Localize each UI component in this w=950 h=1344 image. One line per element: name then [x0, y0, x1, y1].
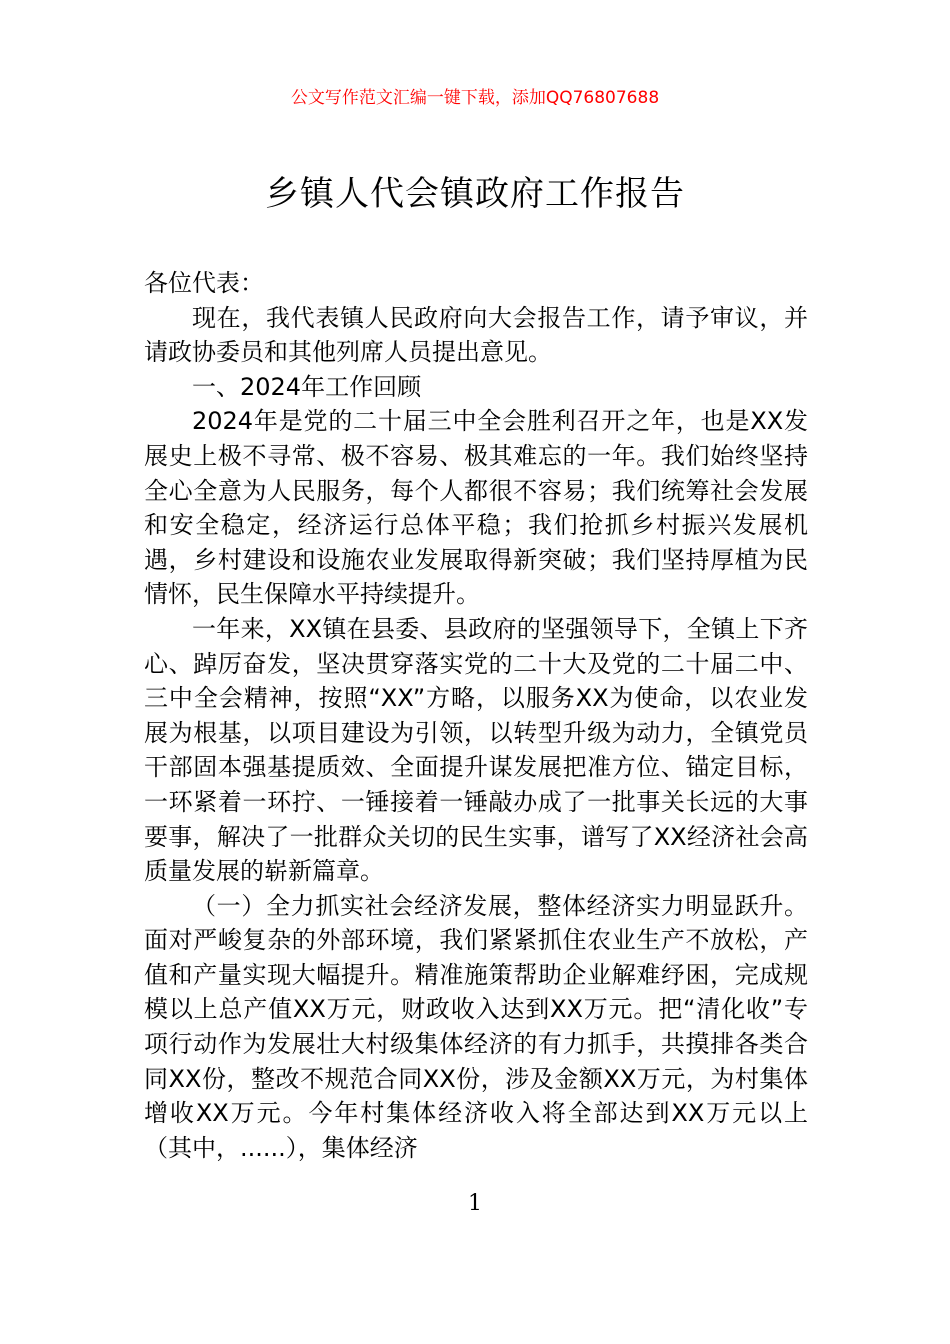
- section-heading: 一、2024年工作回顾: [192, 372, 422, 401]
- document-title: 乡镇人代会镇政府工作报告: [265, 174, 685, 214]
- paragraph-year-review: 一年来，XX镇在县委、县政府的坚强领导下，全镇上下齐心、踔厉奋发，坚决贯穿落实党的二十大及党的二十届二中、三中全会精神，按照“XX”方略，以服务XX为使命，以农业发展为根基，以项目建设为引领，以转型升级为动力，全镇党员干部固本强基提质效、全面提升谋发展把准方位、锚定目标，一环紧着一环拧、一锤接着一锤敲办成了一批事关长远的大事要事，解决了一批群众关切的民生实事，谱写了XX经济社会高质量发展的崭新篇章。: [144, 614, 808, 886]
- salutation: 各位代表：: [144, 269, 264, 297]
- paragraph-year-summary: 2024年是党的二十届三中全会胜利召开之年，也是XX发展史上极不寻常、极不容易、极其难忘的一年。我们始终坚持全心全意为人民服务，每个人都很不容易；我们统筹社会发展和安全稳定，经济运行总体平稳；我们抢抓乡村振兴发展机遇，乡村建设和设施农业发展取得新突破；我们坚持厚植为民情怀，民生保障水平持续提升。: [144, 407, 808, 609]
- header-download-note: 公文写作范文汇编一键下载，添加QQ76807688: [290, 88, 660, 108]
- page-number: 1: [468, 1191, 482, 1216]
- paragraph-economy: （一）全力抓实社会经济发展，整体经济实力明显跃升。面对严峻复杂的外部环境，我们紧紧抓住农业生产不放松，产值和产量实现大幅提升。精准施策帮助企业解难纾困，完成规模以上总产值XX万元，财政收入达到XX万元。把“清化收”专项行动作为发展壮大村级集体经济的有力抓手，共摸排各类合同XX份，整改不规范合同XX份，涉及金额XX万元，为村集体增收XX万元。今年村集体经济收入将全部达到XX万元以上（其中，......），集体经济: [144, 891, 808, 1162]
- document-body: [144, 266, 808, 1165]
- paragraph-opening: 现在，我代表镇人民政府向大会报告工作，请予审议，并请政协委员和其他列席人员提出意见。: [144, 303, 808, 367]
